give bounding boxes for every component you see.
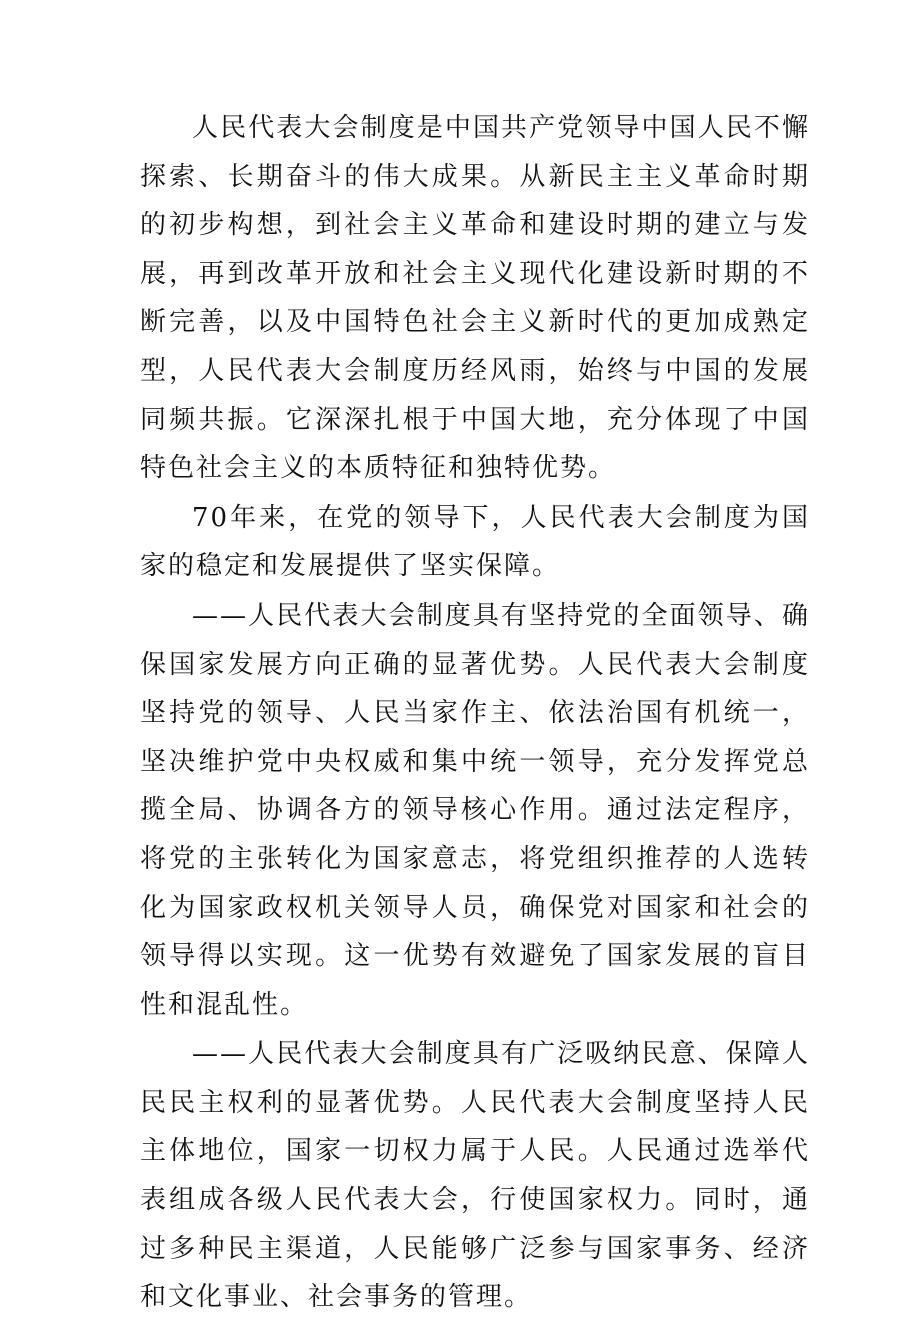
document-page — [140, 104, 810, 1323]
paragraph-seventy-years: 70年来，在党的领导下，人民代表大会制度为国家的稳定和发展提供了坚实保障。 — [140, 502, 810, 582]
paragraph-party-leadership: ——人民代表大会制度具有坚持党的全面领导、确保国家发展方向正确的显著优势。人民代表大会制度坚持党的领导、人民当家作主、依法治国有机统一，坚决维护党中央权威和集中统一领导，充分发挥党总揽全局、协调各方的领导核心作用。通过法定程序，将党的主张转化为国家意志，将党组织推荐的人选转化为国家政权机关领导人员，确保党对国家和社会的领导得以实现。这一优势有效避免了国家发展的盲目性和混乱性。 — [140, 600, 810, 1020]
paragraph-public-opinion: ——人民代表大会制度具有广泛吸纳民意、保障人民民主权利的显著优势。人民代表大会制度坚持人民主体地位，国家一切权力属于人民。人民通过选举代表组成各级人民代表大会，行使国家权力。同时，通过多种民主渠道，人民能够广泛参与国家事务、经济和文化事业、社会事务的管理。 — [140, 1039, 810, 1313]
paragraph-intro: 人民代表大会制度是中国共产党领导中国人民不懈探索、长期奋斗的伟大成果。从新民主主义革命时期的初步构想，到社会主义革命和建设时期的建立与发展，再到改革开放和社会主义现代化建设新时期的不断完善，以及中国特色社会主义新时代的更加成熟定型，人民代表大会制度历经风雨，始终与中国的发展同频共振。它深深扎根于中国大地，充分体现了中国特色社会主义的本质特征和独特优势。 — [140, 113, 810, 484]
